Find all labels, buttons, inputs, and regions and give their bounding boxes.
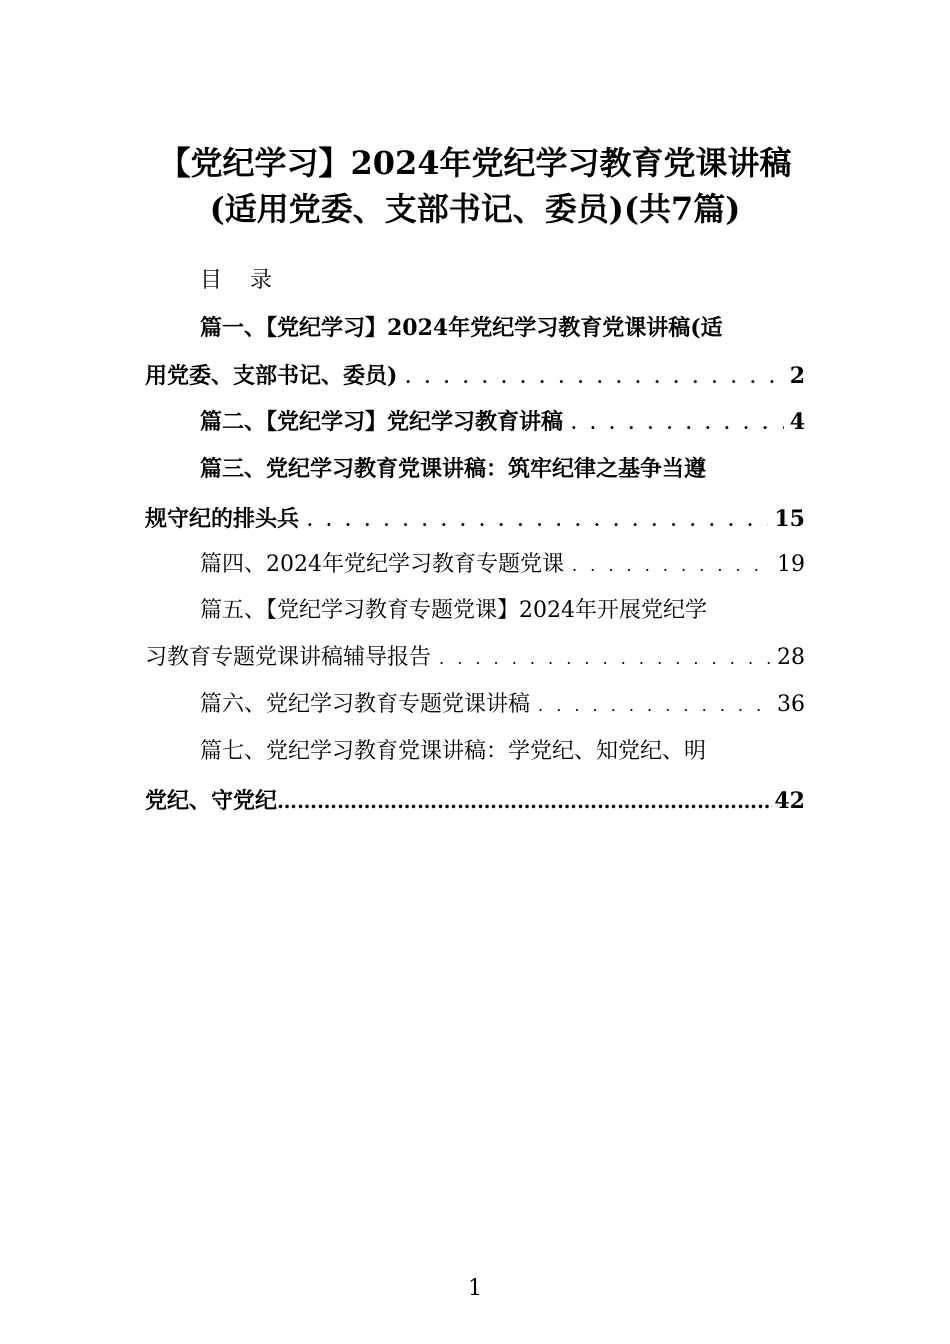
- toc-page-number: 4: [789, 409, 805, 435]
- toc-page-number: 2: [789, 363, 805, 389]
- toc-leader-dots: [405, 361, 783, 395]
- toc-entry-text: 篇五、【党纪学习教育专题党课】2024年开展党纪学: [200, 598, 707, 623]
- toc-entry-text: 篇四、2024年党纪学习教育专题党课: [200, 552, 564, 577]
- toc-page-number: 36: [777, 692, 805, 717]
- toc-entry-4[interactable]: [200, 548, 805, 582]
- toc-entry-2[interactable]: [200, 405, 805, 439]
- toc-entry-7-line-1[interactable]: [200, 735, 805, 769]
- toc-entry-3-line-2[interactable]: [145, 502, 805, 536]
- toc-page-number: 28: [777, 645, 805, 670]
- toc-entry-5-line-1[interactable]: [200, 594, 805, 628]
- toc-entry-6[interactable]: [200, 688, 805, 722]
- toc-entry-text: 篇七、党纪学习教育党课讲稿：学党纪、知党纪、明: [200, 739, 707, 764]
- toc-entry-text: 用党委、支部书记、委员): [145, 363, 398, 389]
- toc-leader-dots: [571, 407, 784, 441]
- toc-leader-dots: [538, 689, 771, 723]
- toc-page-number: 42: [774, 788, 805, 814]
- toc-entry-1-line-1[interactable]: [200, 311, 805, 345]
- toc-entry-text: 篇三、党纪学习教育党课讲稿：筑牢纪律之基争当遵: [200, 456, 707, 482]
- toc-leader-dots: [307, 504, 768, 538]
- toc-entry-text: 篇一、【党纪学习】2024年党纪学习教育党课讲稿(适: [200, 315, 723, 341]
- toc-entry-1-line-2[interactable]: [145, 359, 805, 393]
- toc-heading: 目录: [200, 268, 301, 293]
- toc-entry-text: 党纪、守党纪: [145, 788, 278, 814]
- toc-page-number: 15: [774, 506, 805, 532]
- toc-entry-7-line-2[interactable]: [145, 784, 805, 818]
- document-title: [100, 140, 850, 232]
- toc-entry-3-line-1[interactable]: [200, 452, 805, 486]
- toc-page-number: 19: [777, 552, 805, 577]
- document-title-line-1: 【党纪学习】2024年党纪学习教育党课讲稿: [158, 144, 792, 182]
- page-number: 1: [468, 1276, 482, 1301]
- toc-entry-text: 篇二、【党纪学习】党纪学习教育讲稿: [200, 409, 564, 435]
- toc-leader-dots: [439, 642, 771, 676]
- toc-leader-dots: [572, 549, 771, 583]
- toc-leader-dots: [277, 784, 772, 818]
- toc-entry-text: 习教育专题党课讲稿辅导报告: [145, 645, 432, 670]
- toc-entry-text: 规守纪的排头兵: [145, 506, 300, 532]
- document-title-line-2: (适用党委、支部书记、委员)(共7篇): [209, 190, 741, 228]
- toc-entry-5-line-2[interactable]: [145, 641, 805, 675]
- toc-entry-text: 篇六、党纪学习教育专题党课讲稿: [200, 692, 531, 717]
